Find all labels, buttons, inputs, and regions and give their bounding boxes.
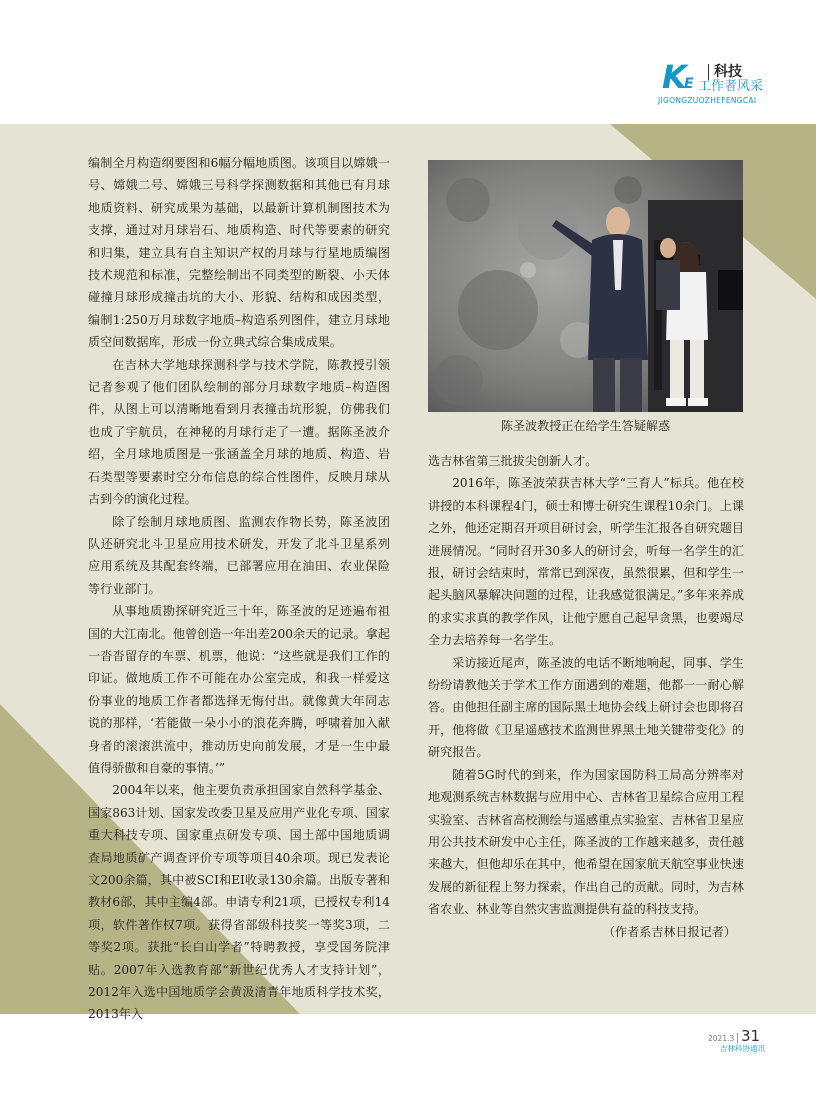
paragraph: 编制全月构造纲要图和6幅分幅地质图。该项目以嫦娥一号、嫦娥二号、嫦娥三号科学探测数据和其他已有月球地质资料、研究成果为基础，以最新计算机制图技术为支撑，通过对月球岩石、地质构造、时代等要素的研究和归集，建立具有自主知识产权的月球与行星地质编图技术规范和标准，完整绘制出不同类型的断裂、小天体碰撞月球形成撞击坑的大小、形貌、结构和成因类型，编制1:250万月球数字地质–构造系列图件，建立月球地质空间数据库，形成一份立典式综合集成成果。 <box>88 156 390 350</box>
logo-letter: K <box>662 58 687 96</box>
paragraph: 采访接近尾声，陈圣波的电话不断地响起，同事、学生纷纷请教他关于学术工作方面遇到的难题，他都一一耐心解答。由他担任副主席的国际黑土地协会线上研讨会也即将召开，他将做《卫星遥感技术监测世界黑土地关键带变化》的研究报告。 <box>428 655 744 760</box>
article-column-left <box>88 152 390 1026</box>
paragraph: 随着5G时代的到来，作为国家国防科工局高分辨率对地观测系统吉林数据与应用中心、吉林省卫星综合应用工程实验室、吉林省高校测绘与遥感重点实验室、吉林省卫星应用公共技术研发中心主任，陈圣波的工作越来越多，责任越来越大，但他却乐在其中，他希望在国家航天航空事业快速发展的新征程上努力探索，作出自己的贡献。同时，为吉林省农业、林业等自然灾害监测提供有益的科技支持。 <box>428 767 744 917</box>
footer-divider <box>737 1033 738 1043</box>
issue-date: 2021.3 <box>708 1034 735 1043</box>
article-photo <box>428 160 743 412</box>
paragraph: 在吉林大学地球探测科学与技术学院，陈教授引领记者参观了他们团队绘制的部分月球数字地质–构造图件，从图上可以清晰地看到月表撞击坑形貌，仿佛我们也成了宇航员，在神秘的月球行走了一遭。据陈圣波介绍，全月球地质图是一张涵盖全月球的地质、构造、岩石类型等要素时空分布信息的综合性图件，反映月球从古到今的演化过程。 <box>88 357 390 507</box>
page-number: 31 <box>741 1027 761 1045</box>
paragraph: 2004年以来，他主要负责承担国家自然科学基金、国家863计划、国家发改委卫星及应用产业化专项、国家重大科技专项、国家重点研发专项、国土部中国地质调查局地质矿产调查评价专项等项目40余项。现已发表论文200余篇，其中被SCI和EI收录130余篇。出版专著和教材6部，其中主编4部。申请专利21项，已授权专利14项，软件著作权7项。获得省部级科技奖一等奖3项，二等奖2项。获批“长白山学者”特聘教授，享受国务院津贴。2007年入选教育部“新世纪优秀人才支持计划”，2012年入选中国地质学会黄汲清青年地质科学技术奖，2013年入 <box>88 783 390 1022</box>
photo-caption: 陈圣波教授正在给学生答疑解惑 <box>500 419 671 433</box>
article-column-right <box>428 450 744 943</box>
logo-divider <box>708 64 709 80</box>
section-title: 科技 <box>714 64 742 80</box>
section-subtitle: 工作者风采 <box>698 79 764 94</box>
publication-name: 吉林科协通讯 <box>720 1044 765 1053</box>
paragraph: 2016年，陈圣波荣获吉林大学“三育人”标兵。他在校讲授的本科课程4门，硕士和博士研究生课程10余门。上课之外，他还定期召开项目研讨会，听学生汇报各自研究题目进展情况。“同时召开30多人的研讨会，听每一名学生的汇报，研讨会结束时，常常已到深夜，虽然很累，但和学生一起头脑风暴解决问题的过程，让我感觉很满足。”多年来养成的求实求真的教学作风，让他宁愿自己起早贪黑，也要竭尽全力去培养每一名学生。 <box>428 476 744 648</box>
section-header <box>654 58 794 108</box>
paragraph: 从事地质勘探研究近三十年，陈圣波的足迹遍布祖国的大江南北。他曾创造一年出差200余天的记录。拿起一沓沓留存的车票、机票，他说：“这些就是我们工作的印证。做地质工作不可能在办公室完成，和我一样爱这份事业的地质工作者都选择无悔付出。就像黄大年同志说的那样，‘若能做一朵小小的浪花奔腾，呼啸着加入献身者的滚滚洪流中，推动历史向前发展，才是一生中最值得骄傲和自豪的事情。’” <box>88 604 390 775</box>
photo-illustration <box>428 160 743 412</box>
paragraph: 除了绘制月球地质图、监测农作物长势，陈圣波团队还研究北斗卫星应用技术研发，开发了北斗卫星系列应用系统及其配套终端，已部署应用在油田、农业保险等行业部门。 <box>88 514 390 596</box>
section-pinyin: JIGONGZUOZHEFENGCAI <box>658 96 757 105</box>
author-note: （作者系吉林日报记者） <box>602 924 736 939</box>
logo-letter-small: E <box>684 76 694 92</box>
paragraph: 选吉林省第三批拔尖创新人才。 <box>428 454 598 468</box>
